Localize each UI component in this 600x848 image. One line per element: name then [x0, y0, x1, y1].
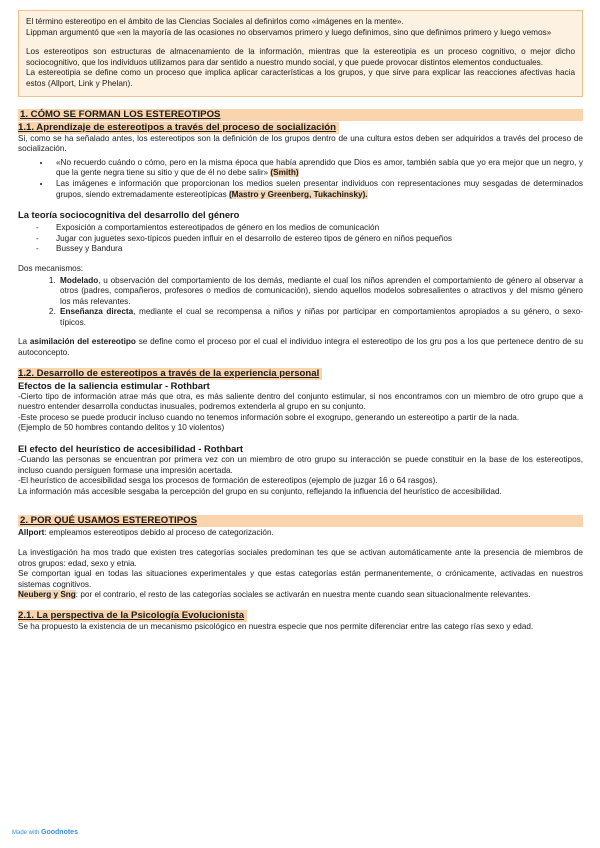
bullet-media: • Las imágenes e información que proporcionan los medios suelen presentar individuos con representaciones muy sesgadas de determinados grupos, siendo extremadamente estereotípicas (Mastro y Greenberg, Tukachinsky).	[51, 179, 583, 200]
saliency-line-2: -Este proceso se puede producir incluso cuando no tenemos información sobre el exogrupo, generando un estereotipo a partir de la nada.	[18, 412, 520, 422]
goodnotes-logo-icon: Goodnotes	[41, 829, 78, 836]
assimilation-paragraph: La asimilación del estereotipo se define como el proceso por el cual el individuo integra el estereotipo de los gru pos a los que pertenece dentro de su autoconcepto.	[18, 337, 584, 358]
intro-line-2: Lippman argumentó que «en la mayoría de las ocasiones no observamos primero y luego definimos, sino que definimos primero y luego vemos»	[26, 27, 552, 37]
subsection-2-1-heading: 2.1. La perspectiva de la Psicología Evolucionista	[18, 610, 247, 622]
citation-mastro: (Mastro y Greenberg, Tukachinsky).	[228, 189, 368, 199]
saliency-line-3: (Ejemplo de 50 hombres contando delitos y 10 violentos)	[18, 423, 225, 433]
evolutionary-paragraph: Se ha propuesto la existencia de un mecanismo psicológico en nuestra especie que nos permite diferenciar entre las catego rías sexo y edad.	[18, 621, 534, 631]
heuristic-line-2: -El heurístico de accesibilidad sesga los procesos de formación de estereotipos (ejemplo de juzgar 16 o 64 rasgos).	[18, 476, 438, 486]
intro-line-3: Los estereotipos son estructuras de almacenamiento de la información, mientras que la estereotipia es un proceso cognitivo, o mejor dicho sociocognitivo, que los individuos utilizamos para dar sentido a nuestro mundo social, y que puede provocar distintos elementos conductuales.	[26, 47, 575, 67]
intro-box	[18, 10, 583, 97]
citation-neuberg: Neuberg y Sng	[18, 590, 76, 600]
mechanisms-list	[18, 276, 583, 329]
heuristic-heading: El efecto del heurístico de accesibilidad - Rothbart	[18, 443, 244, 455]
mechanisms-label: Dos mecanismos:	[18, 263, 84, 273]
dash-item: - Jugar con juguetes sexo-típicos pueden influir en el desarrollo de estereo tipos de género en niños pequeños	[56, 234, 583, 245]
bullet-smith: • «No recuerdo cuándo o cómo, pero en la misma época que había aprendido que Dios es amor, también sabía que yo era mejor que un negro, y que la gente negra tiene su sitio y que de él no debe salir» (Smith)	[51, 158, 583, 179]
intro-line-4: La estereotipia se define como un proceso que implica aplicar características a los grupos, y que sirve para explicar las reacciones afectivas hacia estos (Allport, Link y Phelan).	[26, 68, 575, 88]
socialization-paragraph: Si, como se ha señalado antes, los estereotipos son la definición de los grupos dentro de una cultura estos deben ser adquiridos a través del proceso de socialización.	[18, 133, 583, 154]
section-2-heading: 2. POR QUÉ USAMOS ESTEREOTIPOS	[18, 515, 583, 527]
heuristic-line-3: La información más accesible sesgaba la percepción del grupo en su conjunto, reflejando la influencia del heurístico de accesibilidad.	[18, 486, 502, 496]
document-page	[18, 10, 583, 633]
socialization-bullets	[18, 158, 583, 200]
saliency-line-1: -Cierto tipo de información atrae más que otra, es más saliente dentro del conjunto estimular, si nos encontramos con un miembro de otro grupo que a nuestro entender desarrolla conductas inusuales, podremos extenderla al grupo en su conjunto.	[18, 391, 583, 412]
watermark-prefix: Made with	[12, 830, 40, 836]
mechanism-ensenanza: 2. Enseñanza directa, mediante el cual se recompensa a niños y niñas por participar en comportamientos apropiados a su género, o sexo-típicos.	[58, 307, 583, 328]
gender-theory-heading: La teoría sociocognitiva del desarrollo del género	[18, 209, 240, 221]
dash-item: - Bussey y Bandura	[56, 244, 583, 255]
dash-item: - Exposición a comportamientos estereotipados de género en los medios de comunicación	[56, 223, 583, 234]
mechanism-modelado: 1. Modelado, u observación del comportamiento de los demás, mediante el cual los niños aprenden el comportamiento de género al observar a otros (padres, compañeros, profesores o medios de comunicación), siendo aquellos modelos sobresalientes o atractivos y del mismo género los más relevantes.	[58, 276, 583, 308]
citation-smith: (Smith)	[270, 168, 299, 178]
goodnotes-watermark	[12, 829, 78, 837]
subsection-1-1-heading: 1.1. Aprendizaje de estereotipos a través del proceso de socialización	[18, 122, 339, 134]
investigation-paragraph: La investigación ha mos trado que existen tres categorías sociales predominan tes que se activan automáticamente ante la presencia de miembros de otros grupos: edad, sexo y etnia.	[18, 548, 583, 568]
allport-paragraph: Allport: empleamos estereotipos debido al proceso de categorización.	[18, 528, 274, 538]
behaviour-paragraph: Se comportan igual en todas las situaciones experimentales y que estas categorías están permanentemente, o crónicamente, activadas en nuestros sistemas cognitivos.	[18, 569, 583, 589]
heuristic-line-1: -Cuando las personas se encuentran por primera vez con un miembro de otro grupo su interacción se puede constituir en la base de los estereotipos, incluso cuando persiguen formase una impresión acertada.	[18, 455, 583, 475]
intro-line-1: El término estereotipo en el ámbito de las Ciencias Sociales al definirlos como «imágenes en la mente».	[26, 17, 404, 26]
subsection-1-2-heading: 1.2. Desarrollo de estereotipos a través de la experiencia personal	[18, 368, 322, 380]
neuberg-paragraph: Neuberg y Sng: por el contrario, el resto de las categorías sociales se activarán en nuestra mente cuando sean situacionalmente relevantes.	[18, 590, 531, 600]
gender-theory-list	[18, 223, 583, 255]
saliency-heading: Efectos de la saliencia estimular - Rothbart	[18, 379, 210, 391]
section-1-heading: 1. CÓMO SE FORMAN LOS ESTEREOTIPOS	[18, 109, 583, 121]
